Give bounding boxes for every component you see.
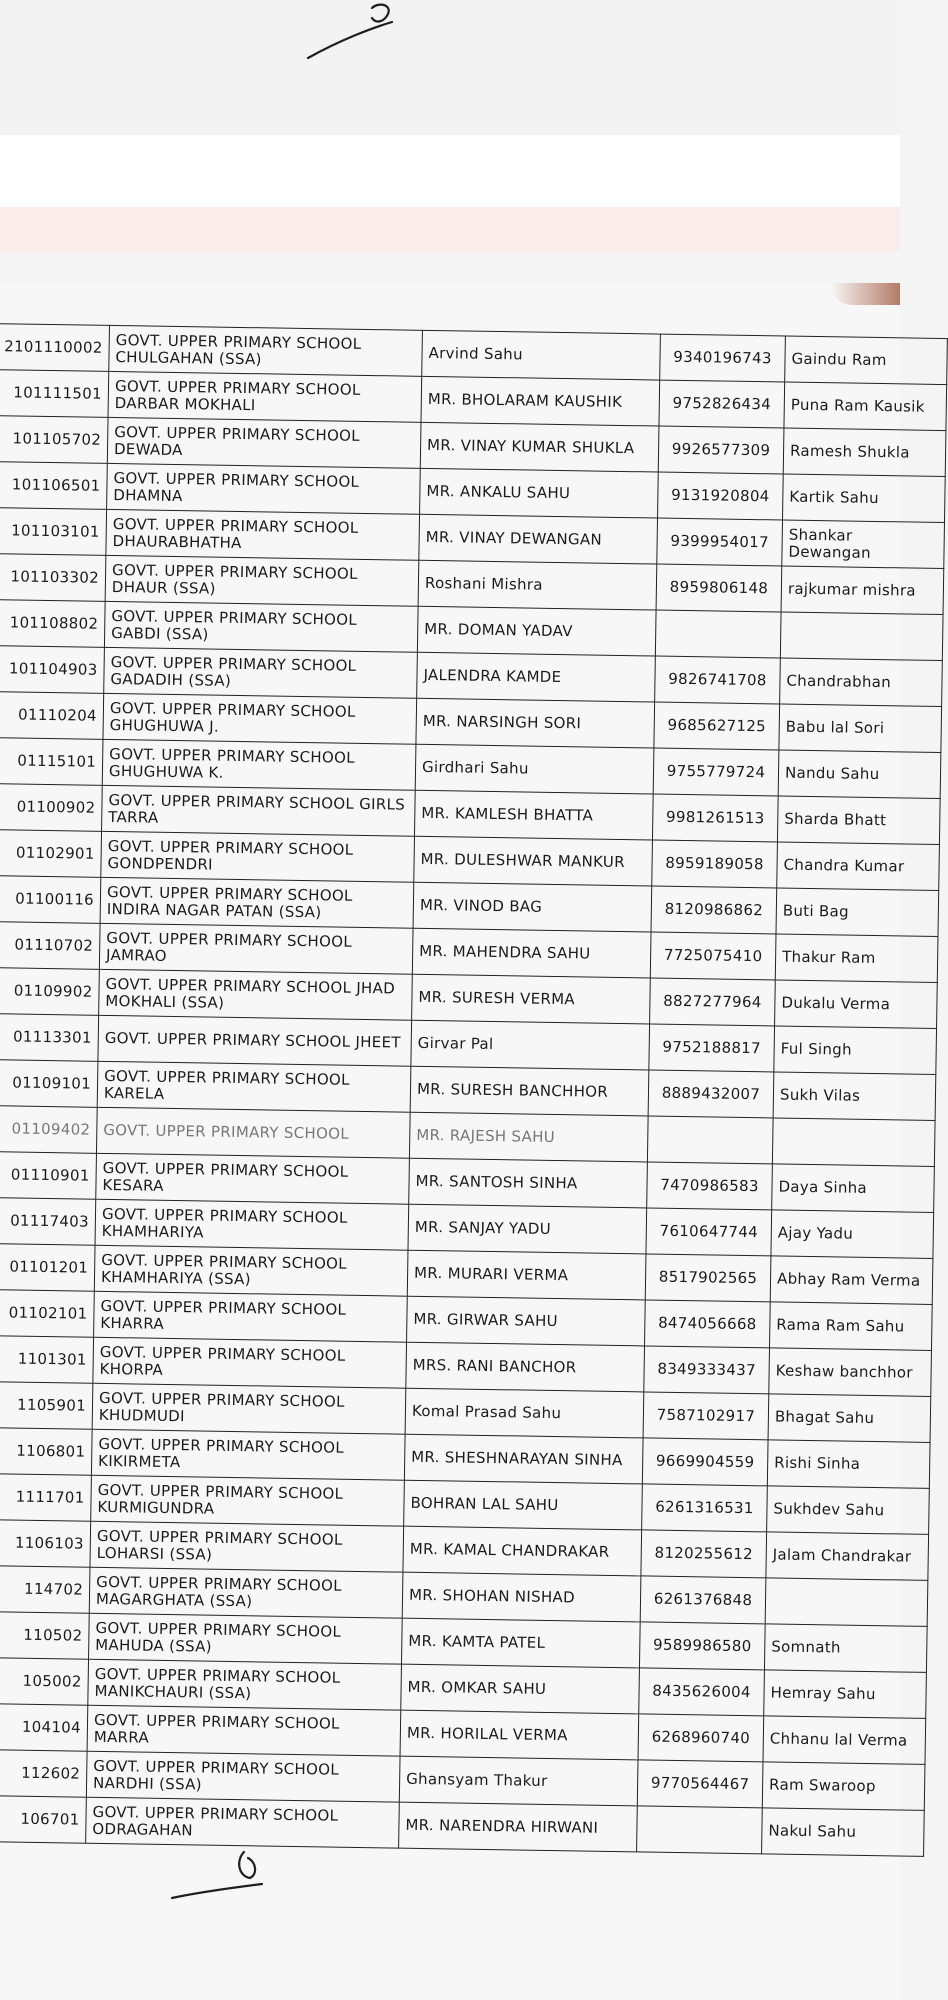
spacer-band [0, 135, 900, 207]
school-code-cell: 101111501 [0, 370, 109, 418]
school-name-cell: GOVT. UPPER PRIMARY SCHOOL INDIRA NAGAR PATAN (SSA) [100, 877, 414, 928]
phone-number-cell: 7587102917 [643, 1392, 769, 1440]
phone-number-cell: 9685627125 [654, 702, 780, 750]
school-name-cell: GOVT. UPPER PRIMARY SCHOOL MAGARGHATA (SSA) [89, 1567, 403, 1618]
contact-person-cell: Nandu Sahu [778, 750, 941, 799]
school-code-cell: 01110702 [0, 921, 100, 969]
contact-person-cell: Gaindu Ram [785, 336, 948, 385]
contact-person-cell [765, 1578, 928, 1627]
phone-number-cell: 7610647744 [646, 1208, 772, 1256]
phone-number-cell: 9826741708 [655, 656, 781, 704]
contact-person-cell: Buti Bag [776, 888, 939, 937]
head-teacher-cell: MR. HORILAL VERMA [400, 1710, 639, 1760]
school-name-cell: GOVT. UPPER PRIMARY SCHOOL JHAD MOKHALI (SSA) [99, 969, 413, 1020]
contact-person-cell: Babu lal Sori [779, 704, 942, 753]
contact-person-cell: Sharda Bhatt [777, 796, 940, 845]
school-name-cell: GOVT. UPPER PRIMARY SCHOOL KESARA [96, 1153, 410, 1204]
school-code-cell: 01115101 [0, 737, 103, 785]
previous-page-area [0, 0, 900, 135]
school-code-cell: 101108802 [0, 599, 105, 647]
school-name-cell: GOVT. UPPER PRIMARY SCHOOL DARBAR MOKHALI [108, 371, 422, 422]
phone-number-cell: 8435626004 [639, 1668, 765, 1716]
phone-number-cell: 8349333437 [644, 1346, 770, 1394]
school-code-cell: 101103302 [0, 553, 106, 601]
contact-person-cell: Kartik Sahu [783, 474, 946, 523]
head-teacher-cell: MR. KAMLESH BHATTA [414, 790, 653, 840]
head-teacher-cell: MR. NARENDRA HIRWANI [399, 1802, 638, 1852]
contact-person-cell: Rama Ram Sahu [769, 1302, 932, 1351]
contact-person-cell: Ram Swaroop [762, 1762, 925, 1811]
head-teacher-cell: Roshani Mishra [418, 560, 657, 610]
phone-number-cell: 9752188817 [649, 1024, 775, 1072]
separator-band [0, 207, 900, 251]
contact-person-cell: Ramesh Shukla [783, 428, 946, 477]
school-code-cell: 110502 [0, 1611, 89, 1659]
school-code-cell: 01102101 [0, 1289, 94, 1337]
head-teacher-cell: MR. SURESH BANCHHOR [410, 1066, 649, 1116]
head-teacher-cell: MR. NARSINGH SORI [416, 698, 655, 748]
contact-person-cell: Sukh Vilas [773, 1072, 936, 1121]
phone-number-cell [655, 610, 781, 658]
school-code-cell: 114702 [0, 1565, 90, 1613]
contact-person-cell: Sukhdev Sahu [767, 1486, 930, 1535]
contact-person-cell: Hemray Sahu [764, 1670, 927, 1719]
contact-person-cell: Ful Singh [774, 1026, 937, 1075]
school-code-cell: 01109101 [0, 1059, 98, 1107]
contact-person-cell: Ajay Yadu [771, 1210, 934, 1259]
school-name-cell: GOVT. UPPER PRIMARY SCHOOL KHAMHARIYA (SSA) [94, 1245, 408, 1296]
contact-person-cell: rajkumar mishra [781, 566, 944, 615]
head-teacher-cell: Girvar Pal [411, 1020, 650, 1070]
school-code-cell: 112602 [0, 1749, 87, 1797]
head-teacher-cell: Ghansyam Thakur [399, 1756, 638, 1806]
school-code-cell: 01102901 [0, 829, 102, 877]
phone-number-cell: 9770564467 [637, 1760, 763, 1808]
phone-number-cell: 8889432007 [648, 1070, 774, 1118]
school-code-cell: 1101301 [0, 1335, 94, 1383]
school-code-cell: 105002 [0, 1657, 89, 1705]
school-name-cell: GOVT. UPPER PRIMARY SCHOOL NARDHI (SSA) [86, 1751, 400, 1802]
phone-number-cell: 8517902565 [645, 1254, 771, 1302]
school-code-cell: 01100902 [0, 783, 102, 831]
phone-number-cell: 9981261513 [652, 794, 778, 842]
contact-person-cell: Chandrabhan [780, 658, 943, 707]
school-code-cell: 104104 [0, 1703, 88, 1751]
contact-person-cell: Thakur Ram [775, 934, 938, 983]
head-teacher-cell: MR. RAJESH SAHU [409, 1112, 648, 1162]
school-code-cell: 01101201 [0, 1243, 95, 1291]
head-teacher-cell: MR. KAMAL CHANDRAKAR [403, 1526, 642, 1576]
head-teacher-cell: Girdhari Sahu [415, 744, 654, 794]
school-name-cell: GOVT. UPPER PRIMARY SCHOOL CHULGAHAN (SSA) [109, 325, 423, 376]
head-teacher-cell: MR. MURARI VERMA [407, 1250, 646, 1300]
head-teacher-cell: MR. VINAY DEWANGAN [419, 514, 658, 564]
phone-number-cell [647, 1116, 773, 1164]
phone-number-cell: 9589986580 [639, 1622, 765, 1670]
school-name-cell: GOVT. UPPER PRIMARY SCHOOL GHUGHUWA K. [102, 739, 416, 790]
contact-person-cell [780, 612, 943, 661]
head-teacher-cell: BOHRAN LAL SAHU [404, 1480, 643, 1530]
school-code-cell: 1106801 [0, 1427, 92, 1475]
head-teacher-cell: MR. SHOHAN NISHAD [402, 1572, 641, 1622]
head-teacher-cell: MR. BHOLARAM KAUSHIK [421, 376, 660, 426]
head-teacher-cell: MR. SHESHNARAYAN SINHA [404, 1434, 643, 1484]
school-name-cell: GOVT. UPPER PRIMARY SCHOOL DHAMNA [107, 463, 421, 514]
contact-person-cell: Daya Sinha [772, 1164, 935, 1213]
school-name-cell: GOVT. UPPER PRIMARY SCHOOL KIKIRMETA [91, 1429, 405, 1480]
school-name-cell: GOVT. UPPER PRIMARY SCHOOL JAMRAO [99, 923, 413, 974]
school-code-cell: 01113301 [0, 1013, 99, 1061]
contact-person-cell: Chandra Kumar [777, 842, 940, 891]
school-code-cell: 01109902 [0, 967, 99, 1015]
school-name-cell: GOVT. UPPER PRIMARY SCHOOL DHAURABHATHA [106, 509, 420, 560]
school-name-cell: GOVT. UPPER PRIMARY SCHOOL MANIKCHAURI (SSA) [88, 1659, 402, 1710]
school-code-cell: 01109402 [0, 1105, 97, 1153]
head-teacher-cell: MR. VINOD BAG [413, 882, 652, 932]
phone-number-cell: 9755779724 [653, 748, 779, 796]
school-name-cell: GOVT. UPPER PRIMARY SCHOOL GHUGHUWA J. [103, 693, 417, 744]
phone-number-cell: 6268960740 [638, 1714, 764, 1762]
head-teacher-cell: MR. DOMAN YADAV [417, 606, 656, 656]
head-teacher-cell: MR. SANJAY YADU [408, 1204, 647, 1254]
head-teacher-cell: MRS. RANI BANCHOR [406, 1342, 645, 1392]
school-name-cell: GOVT. UPPER PRIMARY SCHOOL [96, 1107, 410, 1158]
phone-number-cell: 9669904559 [642, 1438, 768, 1486]
head-teacher-cell: MR. MAHENDRA SAHU [412, 928, 651, 978]
contact-person-cell: Keshaw banchhor [769, 1348, 932, 1397]
phone-number-cell: 9399954017 [657, 518, 783, 566]
head-teacher-cell: MR. KAMTA PATEL [401, 1618, 640, 1668]
school-code-cell: 1106103 [0, 1519, 91, 1567]
head-teacher-cell: Komal Prasad Sahu [405, 1388, 644, 1438]
phone-number-cell: 9926577309 [658, 426, 784, 474]
contact-person-cell: Shankar Dewangan [782, 520, 945, 569]
pen-mark-icon [0, 0, 900, 135]
head-teacher-cell: MR. DULESHWAR MANKUR [414, 836, 653, 886]
head-teacher-cell: Arvind Sahu [422, 330, 661, 380]
school-name-cell: GOVT. UPPER PRIMARY SCHOOL KHAMHARIYA [95, 1199, 409, 1250]
school-name-cell: GOVT. UPPER PRIMARY SCHOOL JHEET [98, 1015, 412, 1066]
school-code-cell: 01110901 [0, 1151, 96, 1199]
phone-number-cell: 6261376848 [640, 1576, 766, 1624]
phone-number-cell: 9340196743 [660, 334, 786, 382]
head-teacher-cell: MR. VINAY KUMAR SHUKLA [420, 422, 659, 472]
contact-person-cell [772, 1118, 935, 1167]
school-code-cell: 106701 [0, 1795, 86, 1843]
school-code-cell: 01110204 [0, 691, 104, 739]
school-name-cell: GOVT. UPPER PRIMARY SCHOOL KHARRA [94, 1291, 408, 1342]
school-name-cell: GOVT. UPPER PRIMARY SCHOOL DHAUR (SSA) [105, 555, 419, 606]
contact-person-cell: Chhanu lal Verma [763, 1716, 926, 1765]
contact-person-cell: Jalam Chandrakar [766, 1532, 929, 1581]
contact-person-cell: Bhagat Sahu [768, 1394, 931, 1443]
page-corner-stain [830, 283, 900, 305]
school-name-cell: GOVT. UPPER PRIMARY SCHOOL GONDPENDRI [101, 831, 415, 882]
table-body [0, 324, 947, 1857]
school-code-cell: 101105702 [0, 415, 108, 463]
school-name-cell: GOVT. UPPER PRIMARY SCHOOL DEWADA [107, 417, 421, 468]
school-name-cell: GOVT. UPPER PRIMARY SCHOOL KHORPA [93, 1337, 407, 1388]
head-teacher-cell: MR. GIRWAR SAHU [407, 1296, 646, 1346]
head-teacher-cell: MR. OMKAR SAHU [401, 1664, 640, 1714]
school-name-cell: GOVT. UPPER PRIMARY SCHOOL KARELA [97, 1061, 411, 1112]
head-teacher-cell: MR. ANKALU SAHU [420, 468, 659, 518]
school-name-cell: GOVT. UPPER PRIMARY SCHOOL MAHUDA (SSA) [89, 1613, 403, 1664]
contact-person-cell: Somnath [764, 1624, 927, 1673]
school-code-cell: 101103101 [0, 507, 107, 555]
phone-number-cell [637, 1806, 763, 1854]
school-name-cell: GOVT. UPPER PRIMARY SCHOOL KHUDMUDI [92, 1383, 406, 1434]
phone-number-cell: 8474056668 [645, 1300, 771, 1348]
head-teacher-cell: MR. SANTOSH SINHA [409, 1158, 648, 1208]
contact-person-cell: Puna Ram Kausik [784, 382, 947, 431]
school-records-table [0, 323, 948, 1857]
school-name-cell: GOVT. UPPER PRIMARY SCHOOL MARRA [87, 1705, 401, 1756]
head-teacher-cell: JALENDRA KAMDE [417, 652, 656, 702]
school-name-cell: GOVT. UPPER PRIMARY SCHOOL GIRLS TARRA [102, 785, 416, 836]
school-code-cell: 1105901 [0, 1381, 93, 1429]
contact-person-cell: Dukalu Verma [775, 980, 938, 1029]
phone-number-cell: 7470986583 [647, 1162, 773, 1210]
phone-number-cell: 8959806148 [656, 564, 782, 612]
school-code-cell: 1111701 [0, 1473, 91, 1521]
phone-number-cell: 8120986862 [651, 886, 777, 934]
school-code-cell: 101106501 [0, 461, 107, 509]
contact-person-cell: Abhay Ram Verma [770, 1256, 933, 1305]
school-name-cell: GOVT. UPPER PRIMARY SCHOOL GABDI (SSA) [104, 601, 418, 652]
phone-number-cell: 8959189058 [652, 840, 778, 888]
head-teacher-cell: MR. SURESH VERMA [412, 974, 651, 1024]
school-code-cell: 01117403 [0, 1197, 96, 1245]
school-name-cell: GOVT. UPPER PRIMARY SCHOOL LOHARSI (SSA) [90, 1521, 404, 1572]
school-code-cell: 101104903 [0, 645, 104, 693]
phone-number-cell: 6261316531 [642, 1484, 768, 1532]
school-code-cell: 01100116 [0, 875, 101, 923]
school-code-cell: 2101110002 [0, 324, 109, 372]
phone-number-cell: 8120255612 [641, 1530, 767, 1578]
contact-person-cell: Rishi Sinha [767, 1440, 930, 1489]
contact-person-cell: Nakul Sahu [762, 1808, 925, 1857]
phone-number-cell: 7725075410 [650, 932, 776, 980]
school-name-cell: GOVT. UPPER PRIMARY SCHOOL ODRAGAHAN [86, 1797, 400, 1848]
phone-number-cell: 8827277964 [650, 978, 776, 1026]
phone-number-cell: 9131920804 [658, 472, 784, 520]
phone-number-cell: 9752826434 [659, 380, 785, 428]
school-name-cell: GOVT. UPPER PRIMARY SCHOOL GADADIH (SSA) [104, 647, 418, 698]
school-name-cell: GOVT. UPPER PRIMARY SCHOOL KURMIGUNDRA [91, 1475, 405, 1526]
